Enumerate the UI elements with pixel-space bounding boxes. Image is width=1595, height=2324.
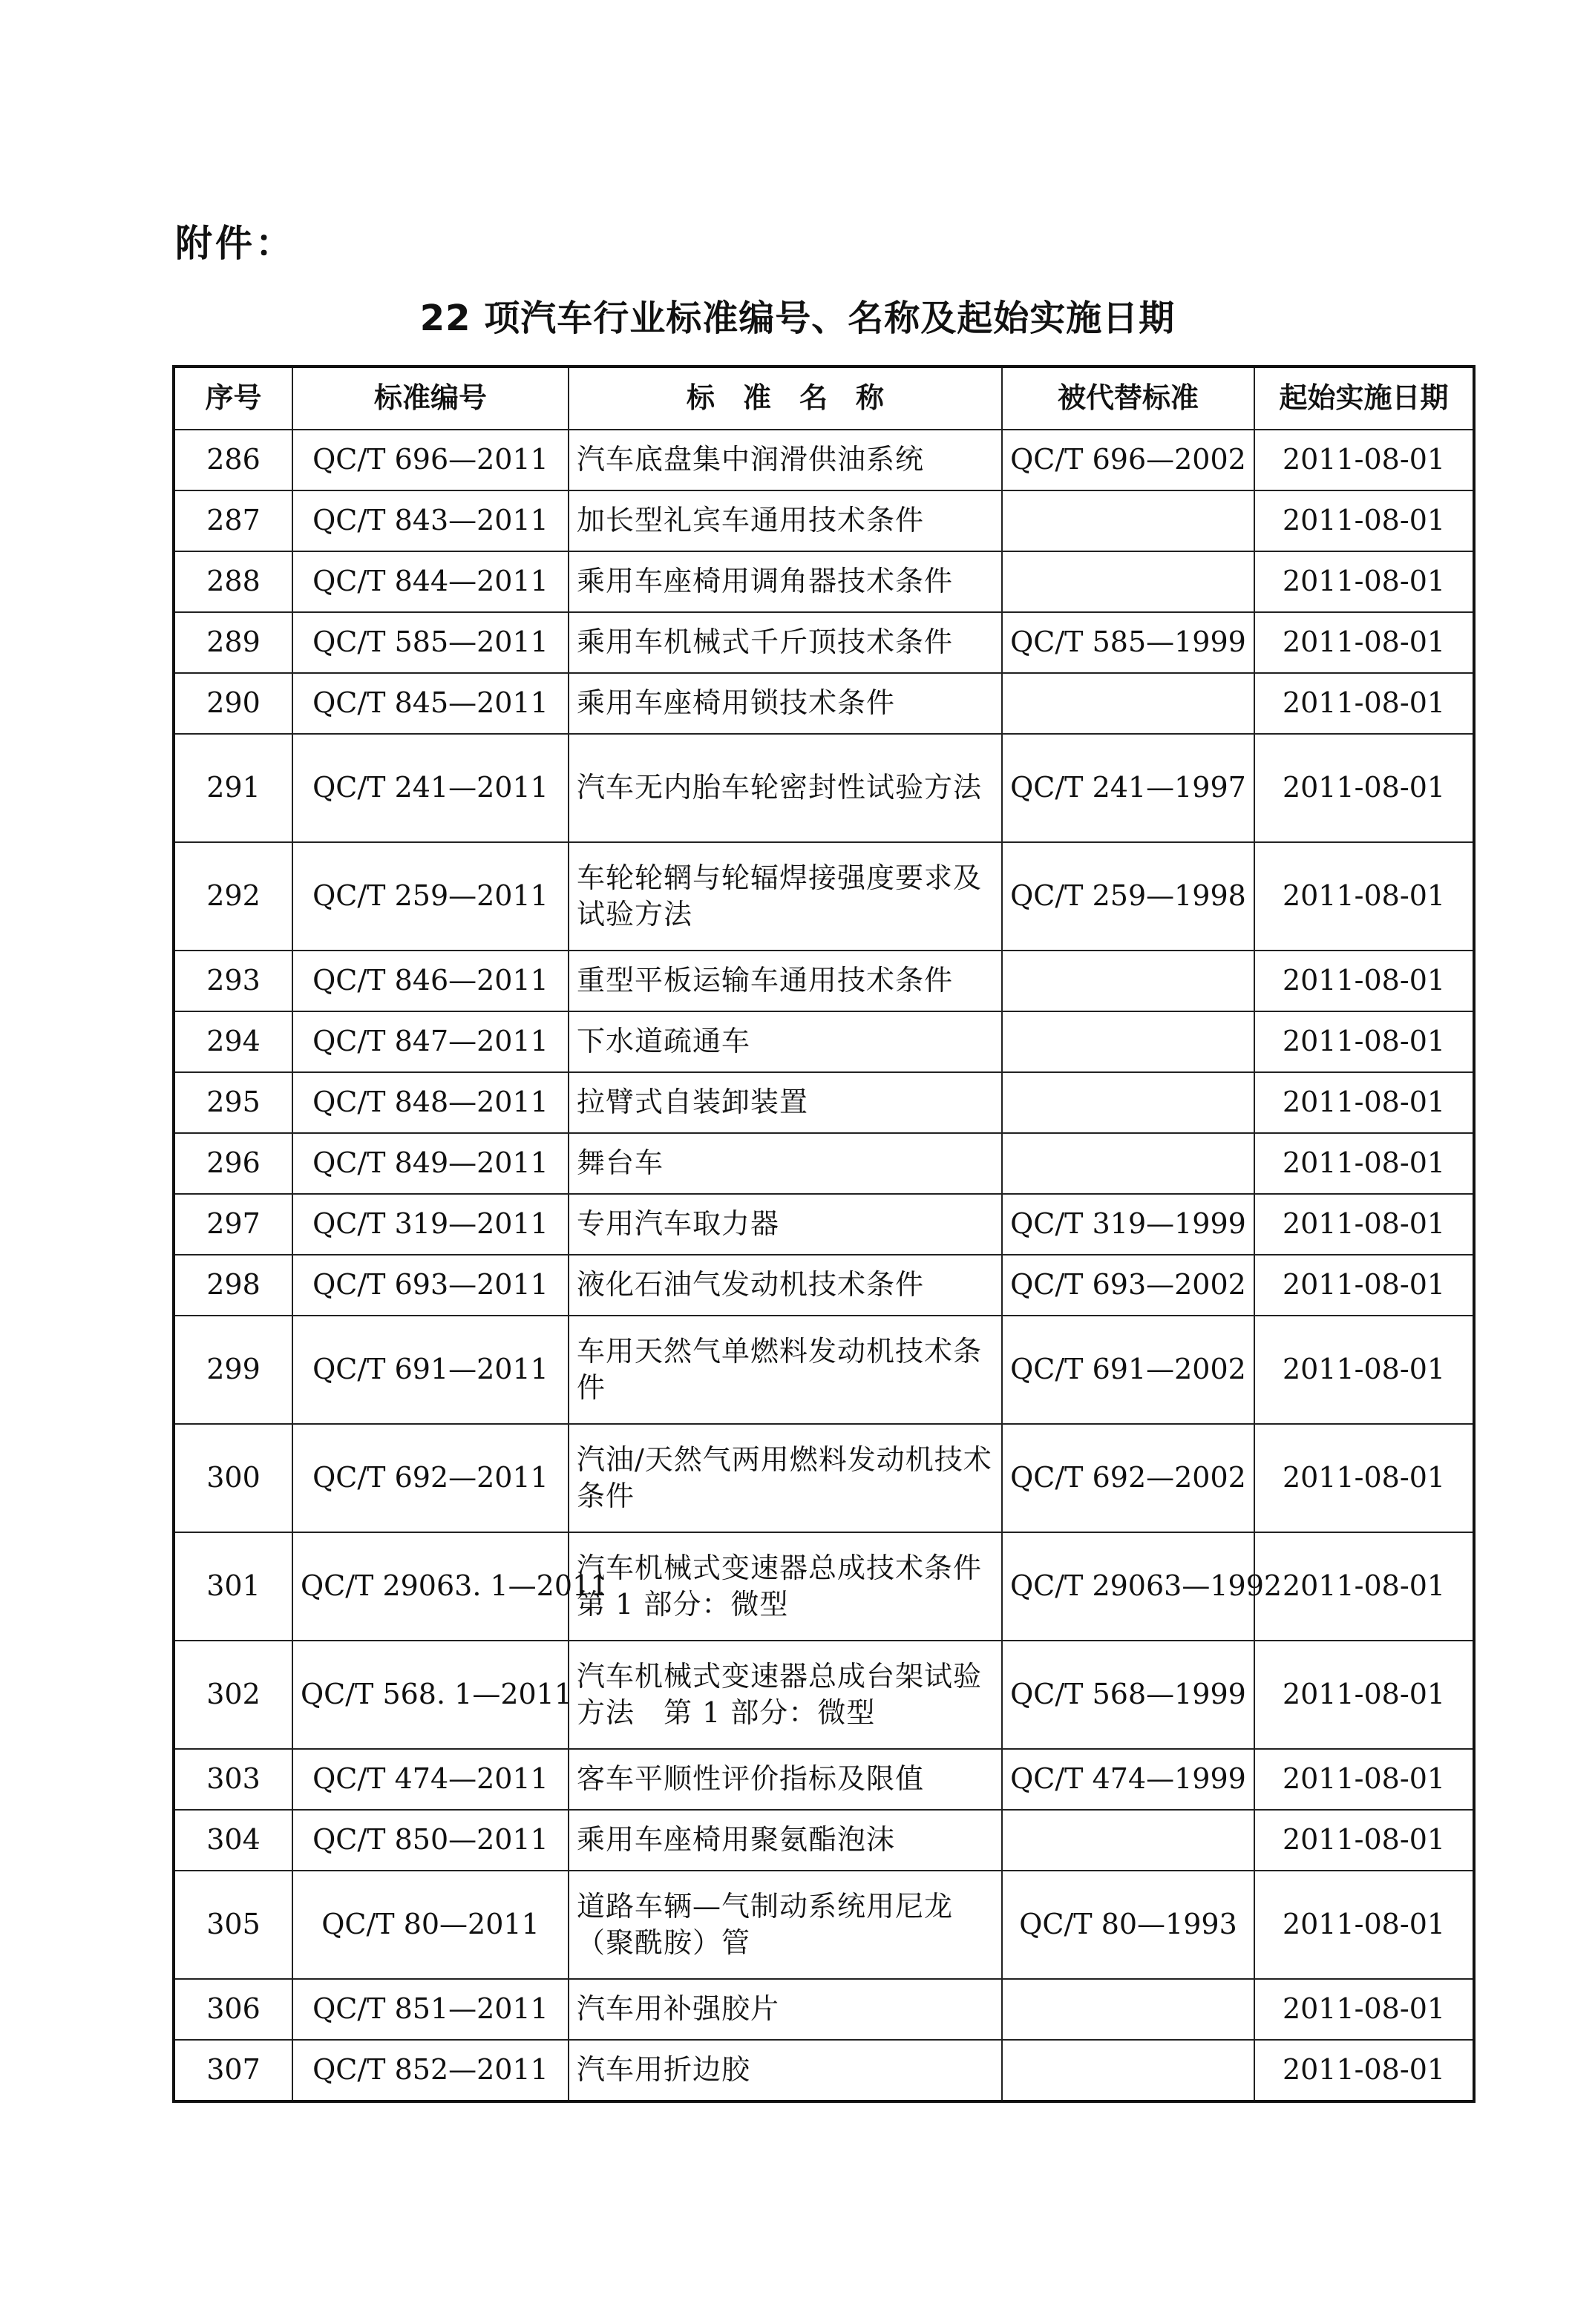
cell-code: QC/T 585—2011 xyxy=(292,612,569,673)
cell-code: QC/T 849—2011 xyxy=(292,1133,569,1194)
cell-code: QC/T 692—2011 xyxy=(292,1424,569,1532)
header-name: 标 准 名 称 xyxy=(569,367,1002,430)
cell-date: 2011-08-01 xyxy=(1254,842,1474,951)
cell-replaces xyxy=(1002,951,1254,1011)
cell-name: 专用汽车取力器 xyxy=(569,1194,1002,1255)
cell-name: 道路车辆—气制动系统用尼龙（聚酰胺）管 xyxy=(569,1871,1002,1979)
cell-date: 2011-08-01 xyxy=(1254,551,1474,612)
cell-replaces: QC/T 585—1999 xyxy=(1002,612,1254,673)
cell-code: QC/T 846—2011 xyxy=(292,951,569,1011)
cell-date: 2011-08-01 xyxy=(1254,1255,1474,1316)
header-replaces: 被代替标准 xyxy=(1002,367,1254,430)
cell-code: QC/T 843—2011 xyxy=(292,490,569,551)
cell-no: 300 xyxy=(174,1424,292,1532)
table-row xyxy=(174,2040,1474,2101)
cell-code: QC/T 319—2011 xyxy=(292,1194,569,1255)
cell-code: QC/T 850—2011 xyxy=(292,1810,569,1871)
cell-code: QC/T 691—2011 xyxy=(292,1316,569,1424)
cell-code: QC/T 844—2011 xyxy=(292,551,569,612)
table-row xyxy=(174,1641,1474,1749)
table-row xyxy=(174,1749,1474,1810)
table-row xyxy=(174,612,1474,673)
cell-name: 汽油/天然气两用燃料发动机技术条件 xyxy=(569,1424,1002,1532)
cell-code: QC/T 259—2011 xyxy=(292,842,569,951)
standards-table xyxy=(172,365,1476,2103)
cell-no: 292 xyxy=(174,842,292,951)
table-row xyxy=(174,1255,1474,1316)
cell-no: 287 xyxy=(174,490,292,551)
cell-name: 车用天然气单燃料发动机技术条件 xyxy=(569,1316,1002,1424)
cell-code: QC/T 847—2011 xyxy=(292,1011,569,1072)
cell-replaces: QC/T 693—2002 xyxy=(1002,1255,1254,1316)
cell-replaces xyxy=(1002,1072,1254,1133)
cell-no: 291 xyxy=(174,734,292,842)
cell-name: 汽车机械式变速器总成技术条件 第 1 部分：微型 xyxy=(569,1532,1002,1641)
cell-date: 2011-08-01 xyxy=(1254,1641,1474,1749)
cell-replaces: QC/T 259—1998 xyxy=(1002,842,1254,951)
cell-no: 294 xyxy=(174,1011,292,1072)
table-row xyxy=(174,673,1474,734)
cell-name: 乘用车机械式千斤顶技术条件 xyxy=(569,612,1002,673)
cell-no: 307 xyxy=(174,2040,292,2101)
cell-name: 乘用车座椅用锁技术条件 xyxy=(569,673,1002,734)
table-row xyxy=(174,1532,1474,1641)
table-row xyxy=(174,734,1474,842)
cell-no: 299 xyxy=(174,1316,292,1424)
cell-replaces: QC/T 241—1997 xyxy=(1002,734,1254,842)
cell-name: 乘用车座椅用调角器技术条件 xyxy=(569,551,1002,612)
table-row xyxy=(174,1810,1474,1871)
table-row xyxy=(174,1194,1474,1255)
cell-replaces xyxy=(1002,490,1254,551)
attachment-label: 附件： xyxy=(175,222,295,265)
cell-date: 2011-08-01 xyxy=(1254,612,1474,673)
cell-name: 乘用车座椅用聚氨酯泡沫 xyxy=(569,1810,1002,1871)
cell-date: 2011-08-01 xyxy=(1254,1011,1474,1072)
table-row xyxy=(174,1072,1474,1133)
table-row xyxy=(174,1979,1474,2040)
cell-no: 305 xyxy=(174,1871,292,1979)
cell-date: 2011-08-01 xyxy=(1254,1871,1474,1979)
cell-code: QC/T 851—2011 xyxy=(292,1979,569,2040)
table-row xyxy=(174,1424,1474,1532)
cell-date: 2011-08-01 xyxy=(1254,1424,1474,1532)
cell-no: 295 xyxy=(174,1072,292,1133)
cell-name: 汽车机械式变速器总成台架试验方法 第 1 部分：微型 xyxy=(569,1641,1002,1749)
cell-date: 2011-08-01 xyxy=(1254,1194,1474,1255)
cell-no: 306 xyxy=(174,1979,292,2040)
header-date: 起始实施日期 xyxy=(1254,367,1474,430)
cell-replaces: QC/T 568—1999 xyxy=(1002,1641,1254,1749)
cell-name: 重型平板运输车通用技术条件 xyxy=(569,951,1002,1011)
header-no: 序号 xyxy=(174,367,292,430)
table-row xyxy=(174,430,1474,490)
cell-date: 2011-08-01 xyxy=(1254,1133,1474,1194)
cell-replaces xyxy=(1002,1011,1254,1072)
cell-no: 301 xyxy=(174,1532,292,1641)
cell-no: 298 xyxy=(174,1255,292,1316)
table-header-row xyxy=(174,367,1474,430)
cell-replaces: QC/T 691—2002 xyxy=(1002,1316,1254,1424)
cell-code: QC/T 241—2011 xyxy=(292,734,569,842)
cell-name: 加长型礼宾车通用技术条件 xyxy=(569,490,1002,551)
cell-date: 2011-08-01 xyxy=(1254,734,1474,842)
cell-name: 拉臂式自装卸装置 xyxy=(569,1072,1002,1133)
cell-date: 2011-08-01 xyxy=(1254,673,1474,734)
cell-code: QC/T 474—2011 xyxy=(292,1749,569,1810)
cell-no: 296 xyxy=(174,1133,292,1194)
cell-name: 汽车用折边胶 xyxy=(569,2040,1002,2101)
cell-name: 车轮轮辋与轮辐焊接强度要求及试验方法 xyxy=(569,842,1002,951)
table-row xyxy=(174,1871,1474,1979)
cell-code: QC/T 568. 1—2011 xyxy=(292,1641,569,1749)
cell-date: 2011-08-01 xyxy=(1254,1072,1474,1133)
cell-replaces: QC/T 692—2002 xyxy=(1002,1424,1254,1532)
header-code: 标准编号 xyxy=(292,367,569,430)
cell-date: 2011-08-01 xyxy=(1254,951,1474,1011)
table-row xyxy=(174,490,1474,551)
cell-replaces xyxy=(1002,1979,1254,2040)
cell-no: 302 xyxy=(174,1641,292,1749)
cell-date: 2011-08-01 xyxy=(1254,1810,1474,1871)
table-row xyxy=(174,551,1474,612)
cell-name: 汽车用补强胶片 xyxy=(569,1979,1002,2040)
cell-date: 2011-08-01 xyxy=(1254,1749,1474,1810)
cell-code: QC/T 845—2011 xyxy=(292,673,569,734)
cell-replaces: QC/T 696—2002 xyxy=(1002,430,1254,490)
cell-code: QC/T 852—2011 xyxy=(292,2040,569,2101)
cell-replaces xyxy=(1002,1810,1254,1871)
cell-date: 2011-08-01 xyxy=(1254,1532,1474,1641)
cell-no: 288 xyxy=(174,551,292,612)
cell-replaces: QC/T 319—1999 xyxy=(1002,1194,1254,1255)
document-title: 22 项汽车行业标准编号、名称及起始实施日期 xyxy=(419,298,1176,339)
table-row xyxy=(174,1133,1474,1194)
cell-name: 汽车无内胎车轮密封性试验方法 xyxy=(569,734,1002,842)
table-row xyxy=(174,951,1474,1011)
cell-name: 汽车底盘集中润滑供油系统 xyxy=(569,430,1002,490)
cell-replaces xyxy=(1002,551,1254,612)
cell-date: 2011-08-01 xyxy=(1254,490,1474,551)
cell-replaces xyxy=(1002,2040,1254,2101)
cell-name: 液化石油气发动机技术条件 xyxy=(569,1255,1002,1316)
cell-name: 客车平顺性评价指标及限值 xyxy=(569,1749,1002,1810)
table-row xyxy=(174,1316,1474,1424)
cell-no: 297 xyxy=(174,1194,292,1255)
cell-replaces xyxy=(1002,1133,1254,1194)
cell-no: 304 xyxy=(174,1810,292,1871)
cell-date: 2011-08-01 xyxy=(1254,1979,1474,2040)
cell-date: 2011-08-01 xyxy=(1254,2040,1474,2101)
table-row xyxy=(174,842,1474,951)
cell-no: 289 xyxy=(174,612,292,673)
cell-replaces: QC/T 29063—1992 xyxy=(1002,1532,1254,1641)
cell-code: QC/T 696—2011 xyxy=(292,430,569,490)
cell-no: 290 xyxy=(174,673,292,734)
cell-no: 286 xyxy=(174,430,292,490)
cell-date: 2011-08-01 xyxy=(1254,1316,1474,1424)
cell-code: QC/T 80—2011 xyxy=(292,1871,569,1979)
cell-no: 293 xyxy=(174,951,292,1011)
cell-name: 下水道疏通车 xyxy=(569,1011,1002,1072)
cell-replaces: QC/T 80—1993 xyxy=(1002,1871,1254,1979)
cell-name: 舞台车 xyxy=(569,1133,1002,1194)
cell-replaces: QC/T 474—1999 xyxy=(1002,1749,1254,1810)
cell-code: QC/T 29063. 1—2011 xyxy=(292,1532,569,1641)
cell-date: 2011-08-01 xyxy=(1254,430,1474,490)
table-body xyxy=(174,430,1474,2101)
cell-no: 303 xyxy=(174,1749,292,1810)
cell-code: QC/T 693—2011 xyxy=(292,1255,569,1316)
cell-code: QC/T 848—2011 xyxy=(292,1072,569,1133)
table-row xyxy=(174,1011,1474,1072)
cell-replaces xyxy=(1002,673,1254,734)
